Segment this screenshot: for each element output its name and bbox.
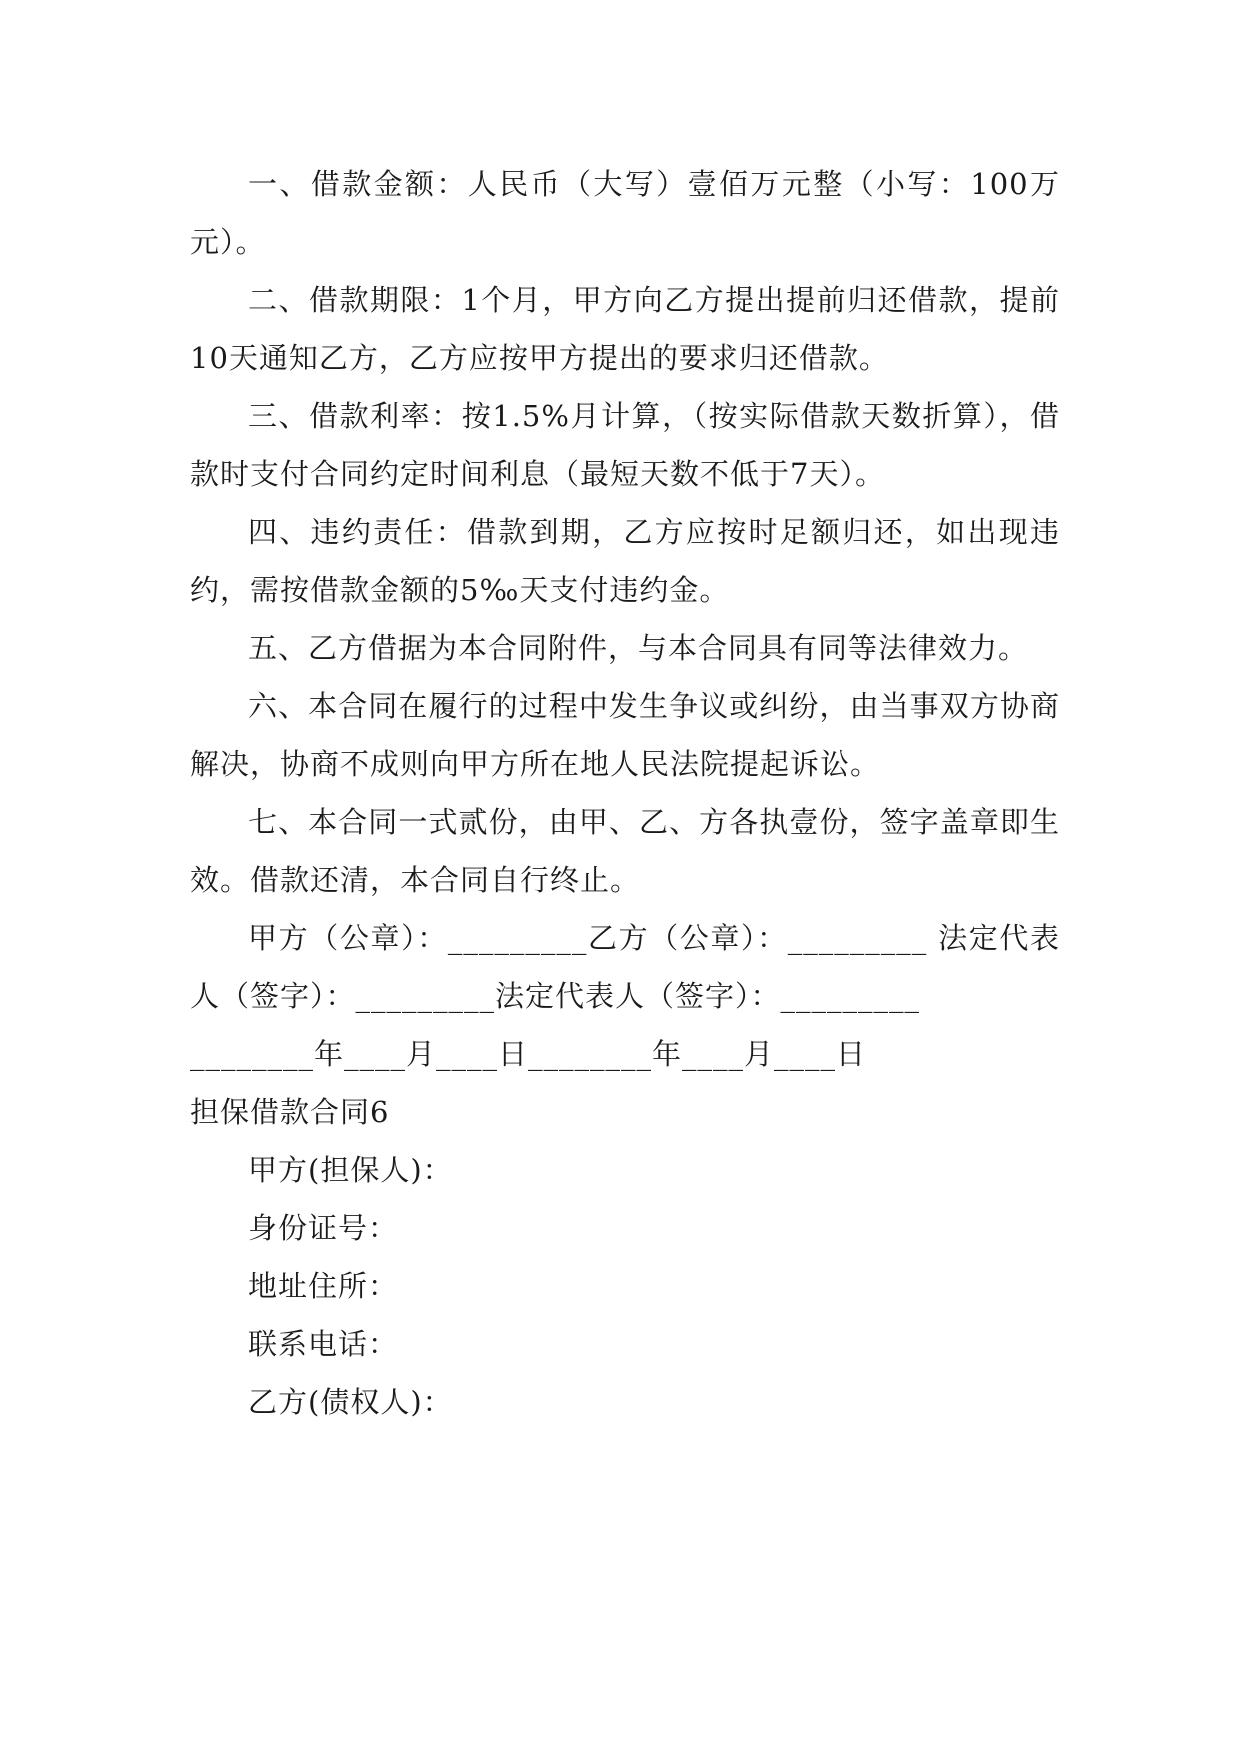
signature-block: 甲方（公章）：_________乙方（公章）：_________ 法定代表人（签字）：_________法定代表人（签字）：_________ [190, 921, 1060, 1013]
id-number-field: 身份证号： [248, 1211, 399, 1245]
contract-title: 担保借款合同6 [190, 1095, 390, 1129]
clause-4: 四、违约责任：借款到期，乙方应按时足额归还，如出现违约，需按借款金额的5‰天支付违约金。 [190, 515, 1060, 607]
party-b-creditor-field: 乙方(债权人)： [248, 1385, 453, 1419]
clause-1: 一、借款金额：人民币（大写）壹佰万元整（小写：100万元）。 [190, 167, 1060, 259]
clause-6: 六、本合同在履行的过程中发生争议或纠纷，由当事双方协商解决，协商不成则向甲方所在地人民法院提起诉讼。 [190, 689, 1060, 781]
document-page [190, 155, 1060, 1431]
party-a-guarantor-field: 甲方(担保人)： [248, 1153, 453, 1187]
phone-field: 联系电话： [248, 1327, 399, 1361]
clause-5: 五、乙方借据为本合同附件，与本合同具有同等法律效力。 [248, 631, 1029, 665]
clause-2: 二、借款期限：1个月，甲方向乙方提出提前归还借款，提前10天通知乙方，乙方应按甲方提出的要求归还借款。 [190, 283, 1060, 375]
clause-3: 三、借款利率：按1.5%月计算，（按实际借款天数折算），借款时支付合同约定时间利息（最短天数不低于7天）。 [190, 399, 1060, 491]
address-field: 地址住所： [248, 1269, 399, 1303]
clause-7: 七、本合同一式贰份，由甲、乙、方各执壹份，签字盖章即生效。借款还清，本合同自行终止。 [190, 805, 1060, 897]
signature-dates: ________年____月____日________年____月____日 [190, 1037, 867, 1071]
